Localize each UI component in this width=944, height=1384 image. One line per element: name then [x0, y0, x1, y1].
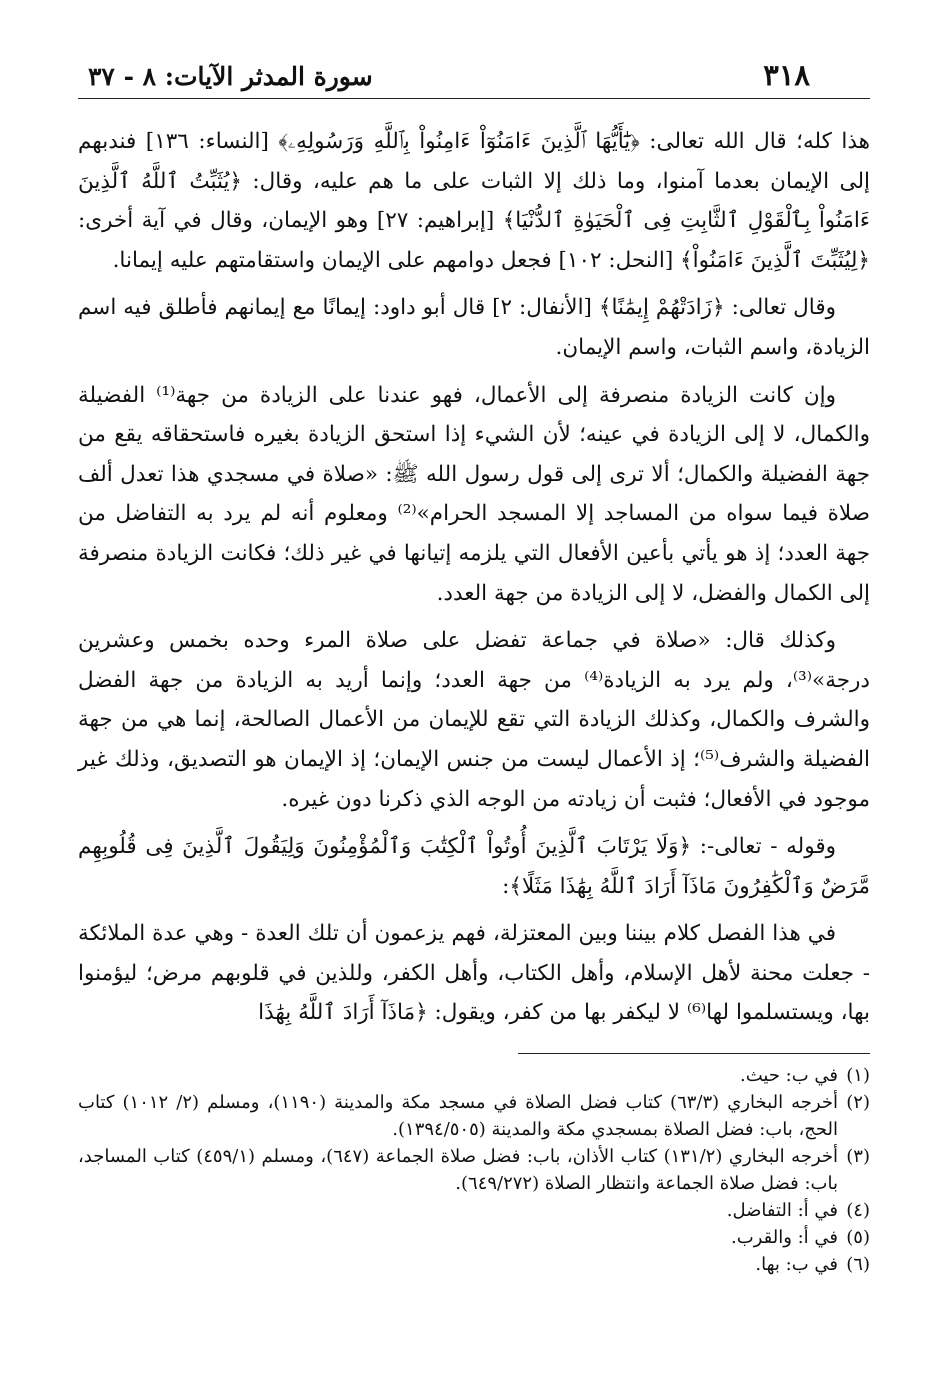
paragraph: في هذا الفصل كلام بيننا وبين المعتزلة، فهم يزعمون أن تلك العدة - وهي عدة الملائكة - جعلت محنة لأهل الإسلام، وأهل الكتاب، وأهل الكفر، وللذين في قلوبهم مرض؛ ليؤمنوا بها، ويستسلموا لها⁽⁶⁾ لا ليكفر بها من كفر، ويقول: ﴿مَاذَآ أَرَادَ ٱللَّهُ بِهَٰذَا	[78, 921, 870, 1026]
book-page	[78, 40, 870, 1340]
paragraph: وكذلك قال: «صلاة في جماعة تفضل على صلاة المرء وحده بخمس وعشرين درجة»⁽³⁾، ولم يرد به الزيادة⁽⁴⁾ من جهة العدد؛ وإنما أريد به الزيادة من جهة الفضل والشرف والكمال، وكذلك الزيادة التي تقع للإيمان من الأعمال الصالحة، إنما هي من جهة الفضيلة والشرف⁽⁵⁾؛ إذ الأعمال ليست من جنس الإيمان؛ إذ الإيمان هو التصديق، وذلك غير موجود في الأفعال؛ فثبت أن زيادته من الوجه الذي ذكرنا دون غيره.	[78, 628, 871, 812]
footnote-number: (٥)	[846, 1227, 870, 1248]
footnote	[78, 1089, 870, 1143]
footnote-text: في أ: التفاضل.	[726, 1200, 838, 1221]
footnote-text: في ب: بها.	[755, 1254, 838, 1275]
footnote-text: أخرجه البخاري (٦٣/٣) كتاب فضل الصلاة في مسجد مكة والمدينة (١١٩٠)، ومسلم (٢/ ١٠١٢) كتاب الحج، باب: فضل الصلاة بمسجدي مكة والمدينة (١٣٩٤/٥٠٥).	[78, 1092, 838, 1140]
header-divider	[78, 98, 870, 99]
footnote	[78, 1224, 870, 1251]
page-number: ٣١٨	[763, 58, 810, 92]
footnote	[78, 1197, 870, 1224]
paragraph: وإن كانت الزيادة منصرفة إلى الأعمال، فهو عندنا على الزيادة من جهة⁽¹⁾ الفضيلة والكمال، لا إلى الزيادة في عينه؛ لأن الشيء إذا استحق الزيادة بغيره فاستحقاقه يقع من جهة الفضيلة والكمال؛ ألا ترى إلى قول رسول الله ﷺ: «صلاة في مسجدي هذا تعدل ألف صلاة فيما سواه من المساجد إلا المسجد الحرام»⁽²⁾ ومعلوم أنه لم يرد به التفاضل من جهة العدد؛ إذ هو يأتي بأعين الأفعال التي يلزمه إتيانها في غير ذلك؛ فكانت الزيادة منصرفة إلى الكمال والفضل، لا إلى الزيادة من جهة العدد.	[78, 382, 870, 606]
footnote-number: (٦)	[846, 1254, 870, 1275]
paragraph: هذا كله؛ قال الله تعالى: ﴿يَٰٓأَيُّهَا ٱلَّذِينَ ءَامَنُوٓاْ ءَامِنُواْ بِٱللَّهِ وَرَسُولِهِۦ﴾ [النساء: ١٣٦] فندبهم إلى الإيمان بعدما آمنوا، وما ذلك إلا الثبات على ما هم عليه، وقال: ﴿يُثَبِّتُ ٱللَّهُ ٱلَّذِينَ ءَامَنُواْ بِٱلْقَوْلِ ٱلثَّابِتِ فِى ٱلْحَيَوٰةِ ٱلدُّنْيَا﴾ [إبراهيم: ٢٧] وهو الإيمان، وقال في آية أخرى: ﴿لِيُثَبِّتَ ٱلَّذِينَ ءَامَنُواْ﴾ [النحل: ١٠٢] فجعل دوامهم على الإيمان واستقامتهم عليه إيمانا.	[78, 129, 870, 273]
footnote-text: في أ: والقرب.	[731, 1227, 838, 1248]
page-header	[78, 40, 870, 92]
main-text	[78, 122, 870, 1041]
footnote	[78, 1251, 870, 1278]
footnote-number: (٤)	[846, 1200, 870, 1221]
footnote-number: (١)	[846, 1065, 870, 1086]
footnote-number: (٣)	[846, 1146, 870, 1167]
footnotes	[78, 1062, 870, 1278]
footnote-divider	[518, 1053, 870, 1054]
footnote	[78, 1143, 870, 1197]
footnote-text: أخرجه البخاري (١٣١/٢) كتاب الأذان، باب: فضل صلاة الجماعة (٦٤٧)، ومسلم (٤٥٩/١) كتاب المساجد، باب: فضل صلاة الجماعة وانتظار الصلاة (٦٤٩/٢٧٢).	[78, 1146, 838, 1194]
footnote-number: (٢)	[846, 1092, 870, 1113]
paragraph: وقوله - تعالى-: ﴿وَلَا يَرْتَابَ ٱلَّذِينَ أُوتُواْ ٱلْكِتَٰبَ وَٱلْمُؤْمِنُونَ وَلِيَقُولَ ٱلَّذِينَ فِى قُلُوبِهِم مَّرَضٌ وَٱلْكَٰفِرُونَ مَاذَآ أَرَادَ ٱللَّهُ بِهَٰذَا مَثَلًا﴾:	[78, 834, 870, 899]
footnote-text: في ب: حيث.	[739, 1065, 838, 1086]
running-title: سورة المدثر الآيات: ٨ - ٣٧	[88, 62, 373, 91]
footnote	[78, 1062, 870, 1089]
paragraph: وقال تعالى: ﴿زَادَتْهُمْ إِيمَٰنًا﴾ [الأنفال: ٢] قال أبو داود: إيمانًا مع إيمانهم فأطلق فيه اسم الزيادة، واسم الثبات، واسم الإيمان.	[78, 295, 870, 360]
